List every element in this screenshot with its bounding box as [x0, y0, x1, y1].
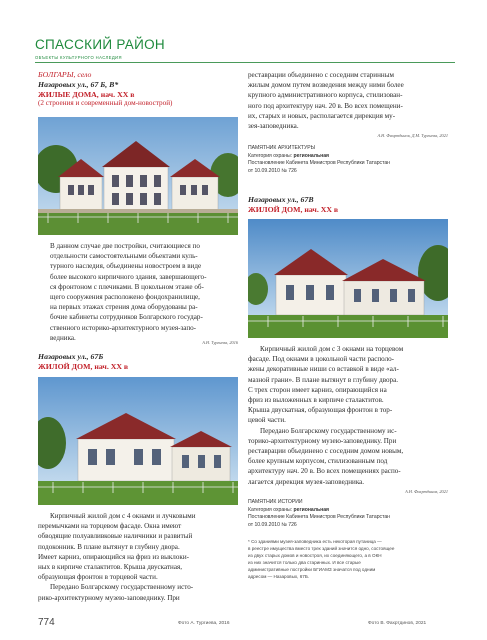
entry-description-1 — [50, 241, 238, 343]
photo-house-67v — [248, 219, 448, 338]
entry-description-1-continued — [248, 70, 448, 131]
page-number: 774 — [38, 617, 55, 628]
entry-header-1 — [38, 70, 238, 109]
text-line: реставрации объединено с соседним домом новым, — [248, 447, 404, 456]
footnote-line: * Со зданиями музея-заповедника есть некоторая путаница — — [248, 539, 382, 544]
entry-address-3: Назаровых ул., 67В — [248, 195, 314, 204]
footnote-line: из двух старых домов и новостроя, их соединяющего, а в ОКН — [248, 553, 382, 558]
footnote-line: в реестре имущества вместо трех зданий значится одно, состоящее — [248, 546, 395, 551]
header-rule — [35, 62, 455, 63]
place-name: БОЛГАРЫ, село — [38, 70, 92, 79]
text-line: на первых этажах стрения дома оборудованы ра- — [50, 303, 198, 312]
text-line: более крупным корпусом, стилизованным под — [248, 457, 388, 466]
text-line: перемычками на торцевом фасаде. Окна имеют — [38, 522, 182, 531]
monument-type: ПАМЯТНИК ИСТОРИИ — [248, 499, 303, 505]
text-line: образующая фронтон в торцевой части. — [38, 573, 158, 582]
category-label: Категория охраны: — [248, 506, 293, 513]
author-credit-3: А.Н. Фахртдинов, 2021 — [405, 489, 448, 494]
text-line: обводящие полуавливковые наличники и развитый — [38, 532, 193, 541]
protection-category — [248, 507, 448, 515]
entry-address-1: Назаровых ул., 67 Б, В* — [38, 79, 119, 89]
text-line: отдельности самостоятельными объектами куль- — [50, 252, 198, 261]
photo-credit-right: Фото В. Фахртдинов, 2021 — [368, 621, 427, 626]
text-line: подоконник. В плане вытянут в глубину двора. — [38, 542, 180, 551]
text-line: ведника. — [50, 333, 76, 342]
entry-description-2 — [38, 511, 238, 603]
entry-title-3: ЖИЛОЙ ДОМ, нач. XX в — [248, 204, 339, 214]
author-credit-0: А.Н. Фахртдинов, Д.М. Тургиева, 2021 — [377, 133, 448, 138]
text-line: мазной грани». В плане вытянут в глубину двора. — [248, 375, 399, 384]
footnote — [248, 538, 448, 580]
text-line: Передано Болгарскому государственному ис- — [260, 426, 397, 435]
decree-text: Постановление Кабинета Министров Республики Татарстан — [248, 160, 390, 167]
entry-title-2: ЖИЛОЙ ДОМ, нач. XX в — [38, 361, 129, 371]
text-line: ных в кирпиче сталактитов. Крыша двускатная, — [38, 563, 183, 572]
text-line: реставрации объединено с соседним старинным — [248, 71, 394, 79]
text-line: Кирпичный жилой дом с 4 окнами и лучковыми — [50, 512, 196, 520]
text-line: крупного административного корпуса, стилизован- — [248, 91, 403, 100]
text-line: Имеет карниз, опирающийся на фриз из выклоки- — [38, 552, 189, 561]
photo-building-complex — [38, 117, 238, 235]
text-line: бочие кабинеты сотрудников Болгарского государ- — [50, 313, 203, 322]
text-line: жены декоративные ниши со вставкой в виде «ал- — [248, 365, 399, 374]
text-line: жилым домом путем возведения между ними более — [248, 81, 404, 90]
monument-info-architecture — [248, 145, 448, 175]
entry-title-1: ЖИЛЫЕ ДОМА, нач. XX в — [38, 89, 135, 99]
text-line: щего сооружения расположено фондохранилище, — [50, 293, 200, 302]
section-title: СПАССКИЙ РАЙОН — [35, 37, 165, 52]
text-line: торико-архитектурному музею-заповеднику. При — [248, 436, 397, 445]
text-line: фриз из выложенных в кирпиче сталактитов. — [248, 396, 384, 405]
monument-type: ПАМЯТНИК АРХИТЕКТУРЫ — [248, 145, 316, 151]
entry-note-1: (2 строения и современный дом-новострой) — [38, 99, 173, 108]
text-line: архитектуру нач. 20 в. Во всех помещениях распо- — [248, 467, 401, 476]
decree-text: Постановление Кабинета Министров Республики Татарстан — [248, 514, 390, 521]
footnote-line: из них значится только два старинных. И все старые — [248, 560, 361, 565]
category-value: региональная — [293, 152, 329, 159]
text-line: Кирпичный жилой дом с 3 окнами на торцевом — [260, 345, 404, 353]
text-line: Крыша двускатная, образующая фронтон в тор- — [248, 406, 393, 415]
entry-header-2 — [38, 352, 238, 372]
text-line: С трех сторон имеет карниз, опирающийся на — [248, 385, 387, 394]
protection-category — [248, 153, 448, 161]
entry-description-3 — [248, 344, 448, 487]
text-line: зея-заповедника. — [248, 122, 299, 131]
text-line: рико-архитектурному музею-заповеднику. При — [38, 593, 180, 602]
text-line: ного под архитектуру нач. 20 в. Во всех помещени- — [248, 101, 403, 110]
text-line: Передано Болгарскому государственному исто- — [50, 583, 194, 592]
text-line: лагается дирекция музея-заповедника. — [248, 477, 365, 486]
photo-house-67b — [38, 377, 238, 505]
text-line: В данном случае две постройки, считающиеся по — [50, 242, 200, 250]
text-line: фасаде. Под окнами в цокольной части располо- — [248, 355, 395, 364]
entry-address-2: Назаровых ул., 67Б — [38, 352, 104, 361]
decree-date: от 10.09.2010 № 726 — [248, 521, 297, 528]
text-line: ся фронтоном с плечиками. В цокольном этаже об- — [50, 282, 204, 291]
photo-credit-left: Фото А. Тургиева, 2016 — [178, 621, 230, 626]
monument-info-history — [248, 499, 448, 529]
decree-date: от 10.09.2010 № 726 — [248, 167, 297, 174]
text-line: более высокого кирпичного здания, завершающего- — [50, 272, 207, 281]
footnote-line: административные постройки БГИАМЗ значатся под одним — [248, 567, 376, 572]
author-credit-1: А.Н. Тургиева, 2016 — [202, 340, 238, 345]
text-line: турного наследия, объединены новостроем в виде — [50, 262, 202, 271]
section-subtitle: ОБЪЕКТЫ КУЛЬТУРНОГО НАСЛЕДИЯ — [35, 55, 122, 60]
entry-header-3 — [248, 195, 448, 215]
category-value: региональная — [293, 506, 329, 513]
category-label: Категория охраны: — [248, 152, 293, 159]
footnote-line: адресом — Назаровых, 67Б. — [248, 574, 310, 579]
text-line: цевой части. — [248, 416, 286, 425]
text-line: ственного историко-архитектурного музея-запо- — [50, 323, 197, 332]
text-line: их, старых и новых, располагается дирекция му- — [248, 111, 396, 120]
